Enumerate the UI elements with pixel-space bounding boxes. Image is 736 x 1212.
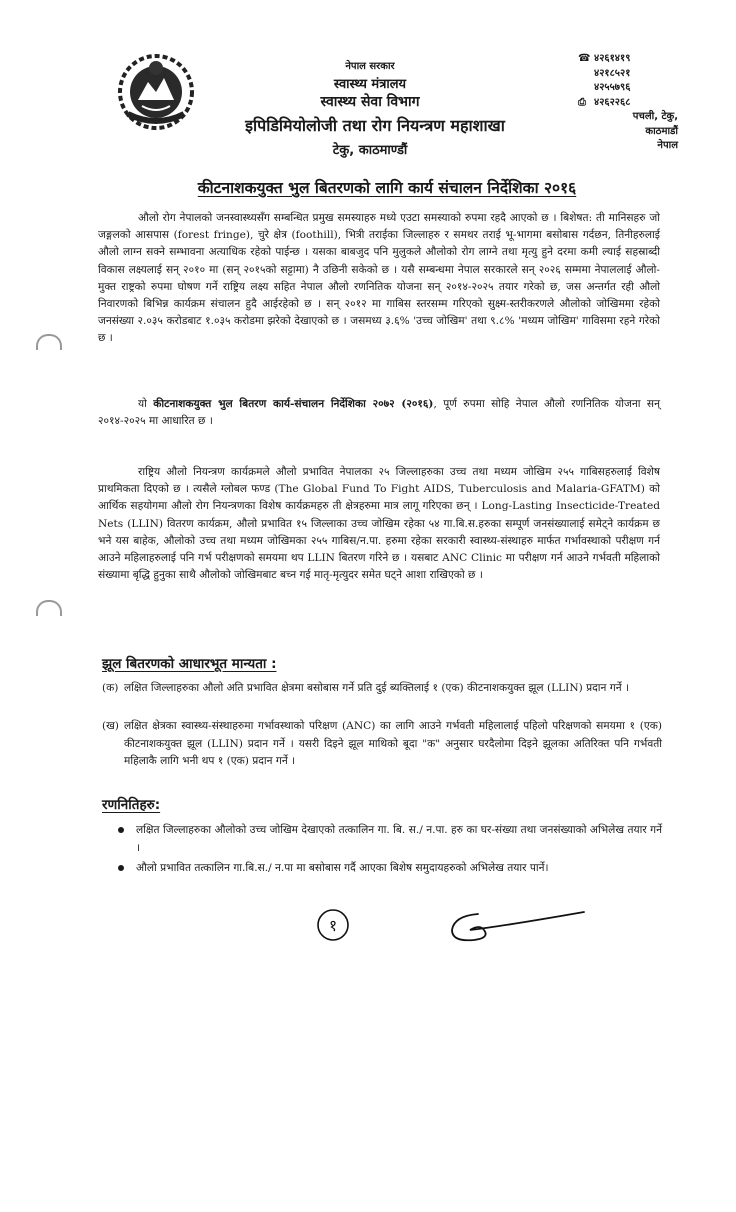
directive-name: कीटनाशकयुक्त भुल बितरण कार्य-संचालन निर्देशिका २०७२ (२०१६) xyxy=(153,398,434,410)
list-item xyxy=(102,680,662,698)
contact-address-line: पचली, टेकु, xyxy=(632,111,678,122)
contact-block xyxy=(578,52,688,154)
list-item xyxy=(102,822,662,857)
list-item xyxy=(102,860,662,878)
ministry-name: स्वास्थ्य मंत्रालय xyxy=(333,77,407,92)
punch-hole-bottom xyxy=(36,600,62,616)
list-marker: (ख) xyxy=(102,720,119,732)
strategies-heading: रणनितिहरु: xyxy=(102,797,161,813)
bullet-icon xyxy=(118,865,124,871)
list-item-text: लक्षित जिल्लाहरुका औलोको उच्च जोखिम देखाएको तत्कालिन गा. बि. स./ न.पा. हरु का घर-संख्या तथा जनसंख्याको अभिलेख तयार गर्ने । xyxy=(136,824,662,854)
list-marker: (क) xyxy=(102,682,119,694)
signature xyxy=(444,902,590,948)
basis-paragraph xyxy=(98,396,660,430)
document-title: कीटनाशकयुक्त भुल बितरणको लागि कार्य संचालन निर्देशिका २०१६ xyxy=(197,179,577,197)
contact-address-line: नेपाल xyxy=(657,140,678,151)
phone-number: ४२१८५२१ xyxy=(594,67,631,79)
phone-number: ४२५५७९६ xyxy=(594,82,631,93)
fax-number: ४२६२२६८ xyxy=(594,96,631,108)
basis-prefix: यो xyxy=(138,398,154,410)
phone-row xyxy=(578,81,688,96)
phone-number: ४२६१४१९ xyxy=(594,53,631,64)
list-item-text: औलो प्रभावित तत्कालिन गा.बि.स./ न.पा मा बसोबास गर्दै आएका बिशेष समुदायहरुको अभिलेख तयार पार्ने। xyxy=(136,862,549,874)
department-name: स्वास्थ्य सेवा विभाग xyxy=(320,94,420,110)
phone-icon: ☎ xyxy=(578,53,591,64)
list-item xyxy=(102,718,662,771)
intro-paragraph: औलो रोग नेपालको जनस्वास्थ्यसँग सम्बन्धित प्रमुख समस्याहरु मध्ये एउटा समस्याको रुपमा रहदै आएको छ । बिशेषत: ती मानिसहरु जो जङ्गलको आसपास (forest fringe), चुरे क्षेत्र (foothill), भित्री तराईका जिल्लाहरु र समथर तराई भू-भागमा बसोबास गर्दछन, तिनीहरुलाई औलो लाग्न सक्ने सम्भावना अत्याधिक रहेको पाईन्छ । यसका बाबजुद पनि मुलुकले औलोको रोग लाग्ने तथा मृत्यु हुने दरमा कमी ल्याई सहस्राब्दी विकास लक्ष्यलाई सन् २०१० मा (सन् २०१५को सट्टामा) नै उछिनी सकेको छ । यसै सम्बन्धमा नेपाल सरकारले सन् २०२६ सम्ममा नेपाललाई औलो-मुक्त राष्ट्रको रुपमा घोषण गर्ने राष्ट्रिय लक्ष्य सहित नेपाल औलो रणनितिक योजना सन् २०१४-२०२५ तयार गरेको छ, जस अन्तर्गत रही औलो निवारणको बिभिन्न कार्यक्रम संचालन हुदै आईरहेको छ । सन् २०१२ मा गाबिस स्तरसम्म गरिएको सुक्ष्म-स्तरीकरणले औलोको जोखिममा रहेको जनसंख्या २.०३५ करोडबाट १.०३५ करोडमा झरेको देखाएको छ । जसमध्य ३.६% 'उच्च जोखिम' तथा ९.८% 'मध्यम जोखिम' गाविसमा रहने गरेको छ । xyxy=(98,212,660,345)
fax-icon: ⎙ xyxy=(578,96,586,108)
phone-row xyxy=(578,52,688,67)
contact-address-line: काठमाडौं xyxy=(645,125,678,137)
phone-row xyxy=(578,67,688,82)
office-address: टेकु, काठमाण्डौं xyxy=(332,143,408,158)
nepal-emblem-icon xyxy=(114,48,198,132)
punch-hole-top xyxy=(36,334,62,350)
program-paragraph: राष्ट्रिय औलो नियन्त्रण कार्यक्रमले औलो प्रभावित नेपालका २५ जिल्लाहरुका उच्च तथा मध्यम जोखिम २५५ गाबिसहरुलाई विशेष प्राथमिकता दिएको छ । त्यसैले ग्लोबल फण्ड (The Global Fund To Fight AIDS, Tuberculosis and Malaria-GFATM) को आर्थिक सहयोगमा औलो रोग नियन्त्रणका विशेष कार्यक्रमहरु ती क्षेत्रहरुमा मात्र लागू गरिएका छन् । Long-Lasting Insecticide-Treated Nets (LLIN) वितरण कार्यक्रम, औलो प्रभावित १५ जिल्लाका उच्च जोखिम रहेका ५४ गा.बि.स.हरुका सम्पूर्ण जनसंख्यालाई समेट्ने कार्यक्रम छ भने यस बाहेक, औलोको उच्च तथा मध्यम जोखिमका २५५ गाबिस/न.पा. हरुमा रहेका सरकारी स्वास्थ्य-संस्थाहरु मार्फत गर्भावस्थाको परीक्षण गर्न आउने महिलाहरुलाई पनि गर्भ परीक्षणको समयमा थप LLIN बितरण गरिने छ । यसबाट ANC Clinic मा परीक्षण गर्न आउने गर्भवती महिलाको संख्यामा बृद्धि हुनुका साथै औलोको जोखिमबाट बच्न गई मातृ-मृत्युदर समेत घट्ने आशा राखिएको छ । xyxy=(98,466,660,582)
list-item-text: लक्षित जिल्लाहरुका औलो अति प्रभावित क्षेत्रमा बसोबास गर्ने प्रति दुई ब्यक्तिलाई १ (एक) कीटनाशकयुक्त झूल (LLIN) प्रदान गर्ने । xyxy=(124,682,629,694)
government-name: नेपाल सरकार xyxy=(345,61,395,72)
assumptions-heading: झूल बितरणको आधारभूत मान्यता : xyxy=(102,656,277,672)
division-name: इपिडिमियोलोजी तथा रोग नियन्त्रण महाशाखा xyxy=(245,116,505,135)
bullet-icon xyxy=(118,827,124,833)
list-item-text: लक्षित क्षेत्रका स्वास्थ्य-संस्थाहरुमा गर्भावस्थाको परिक्षण (ANC) का लागि आउने गर्भवती महिलालाई पहिलो परिक्षणको समयमा १ (एक) कीटनाशकयुक्त झूल (LLIN) प्रदान गर्ने । यसरी दिइने झूल माथिको बूदा "क" अनुसार घरदैलोमा दिइने झूलका अतिरिक्त पनि गर्भवती महिलाकै लागि भनी थप १ (एक) प्रदान गर्ने । xyxy=(124,720,662,767)
page-number-circle xyxy=(316,908,350,942)
basis-suffix: , पूर्ण रुपमा सोहि नेपाल औलो रणनितिक योजना सन् २०१४-२०२५ मा आधारित छ । xyxy=(98,398,660,428)
page-number: १ xyxy=(328,916,338,935)
fax-row xyxy=(578,96,688,111)
